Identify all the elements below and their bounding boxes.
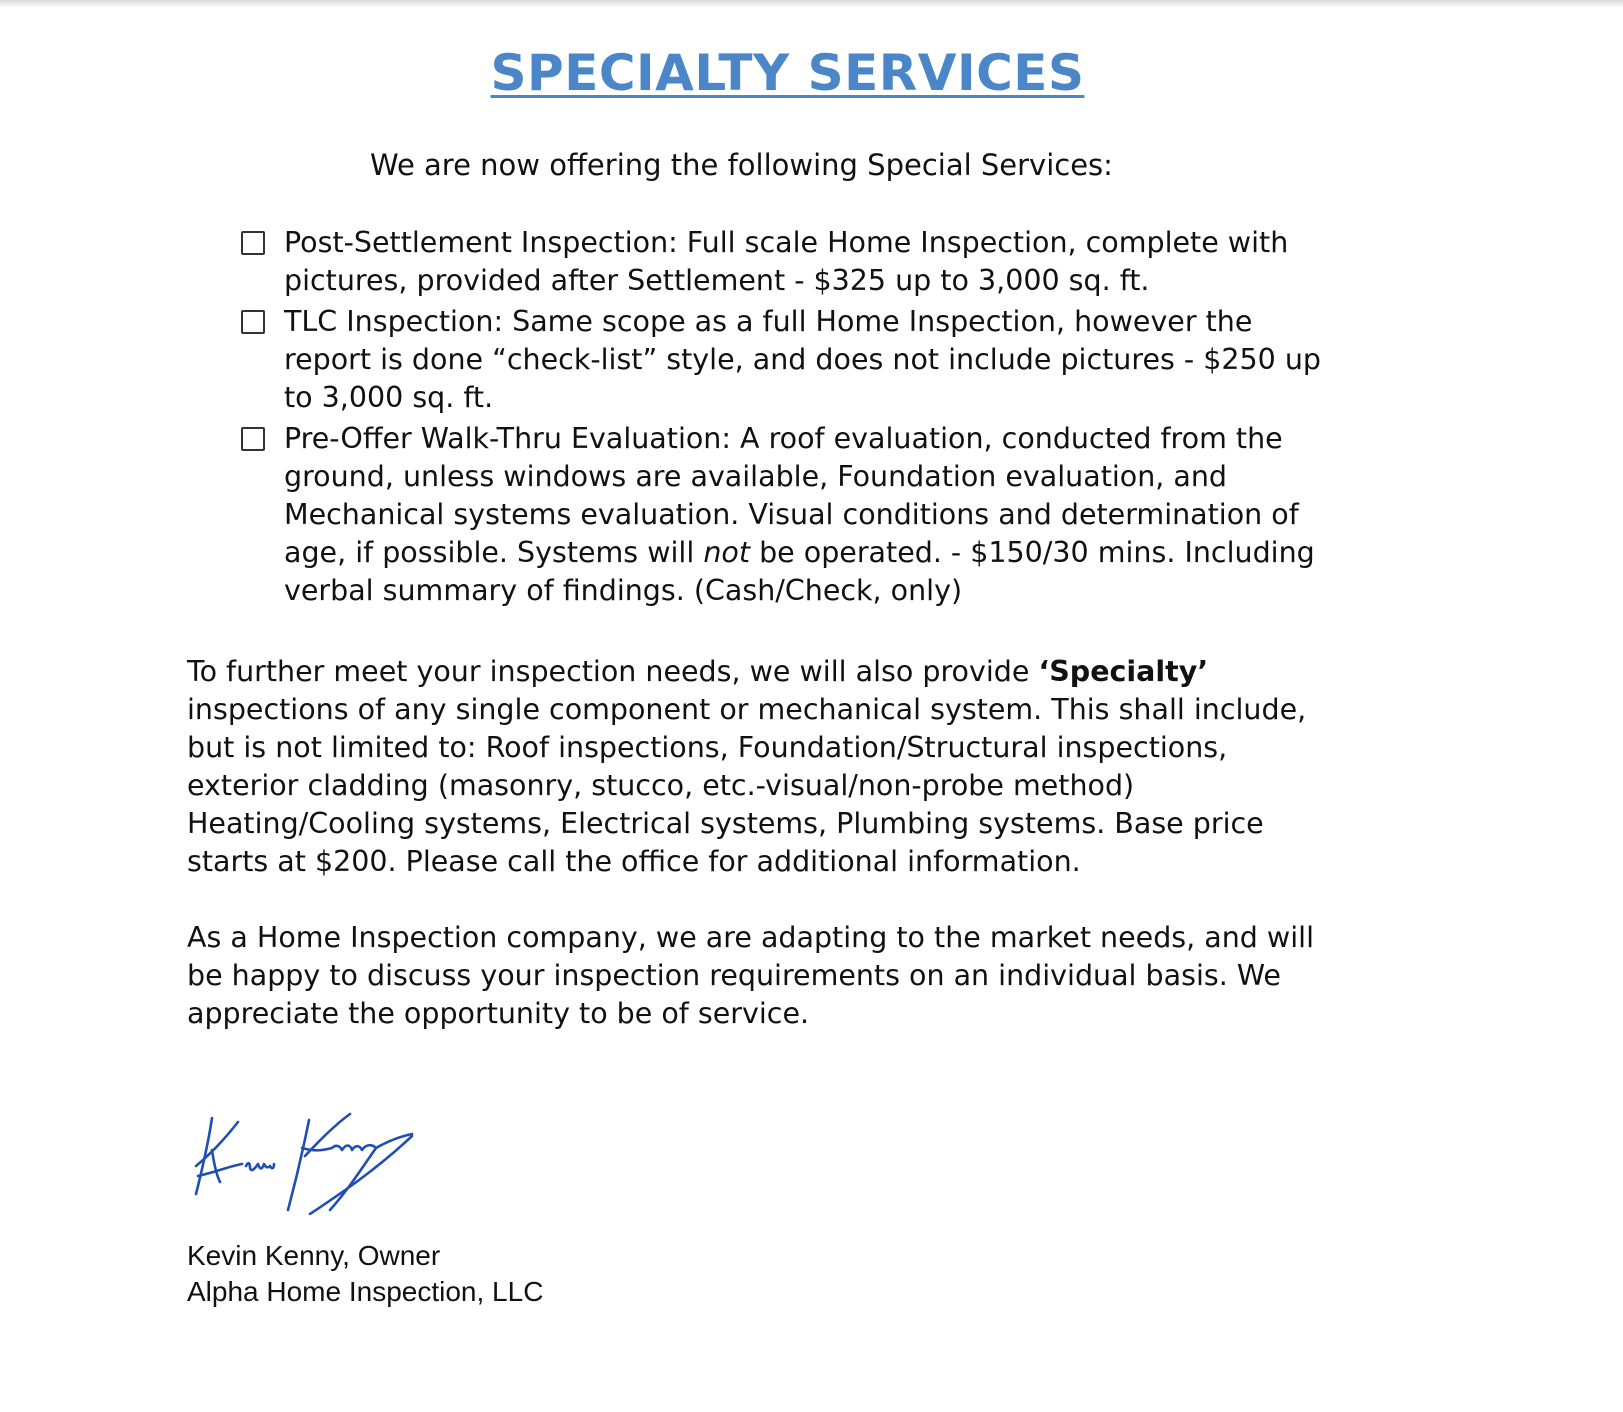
signature-company: Alpha Home Inspection, LLC: [187, 1276, 544, 1307]
service-text-tlc: TLC Inspection: Same scope as a full Home Inspection, however the report is done “check-list” style, and does not include pictures - $250 up to 3,000 sq. ft.: [284, 305, 1321, 414]
service-text-pre-offer-before: Pre-Offer Walk-Thru Evaluation: A roof evaluation, conducted from the ground, unless windows are available, Foundation evaluation, and Mechanical systems evaluation. Visual conditions and determination of age, if possible. Systems will: [284, 422, 1299, 569]
pre-offer-checkbox[interactable]: [241, 427, 265, 451]
post-settlement-checkbox[interactable]: [241, 231, 265, 255]
service-text-post-settlement: Post-Settlement Inspection: Full scale Home Inspection, complete with pictures, provided after Settlement - $325 up to 3,000 sq. ft.: [284, 226, 1289, 297]
closing-paragraph: As a Home Inspection company, we are adapting to the market needs, and will be happy to discuss your inspection requirements on an individual basis. We appreciate the opportunity to be of service.: [187, 921, 1314, 1030]
specialty-paragraph-before: To further meet your inspection needs, we will also provide: [187, 655, 1039, 688]
page-title: SPECIALTY SERVICES: [490, 44, 1085, 102]
specialty-paragraph: [187, 653, 1327, 881]
specialty-paragraph-after: inspections of any single component or mechanical system. This shall include, but is not limited to: Roof inspections, Foundation/Structural inspections, exterior cladding (masonry, stucco, etc.-visual/non-probe method) Heating/Cooling systems, Electrical systems, Plumbing systems. Base price starts at $200. Please call the office for additional information.: [187, 693, 1307, 878]
services-checklist: [238, 224, 1328, 613]
service-text-pre-offer: [284, 422, 1315, 607]
signature-name: Kevin Kenny, Owner: [187, 1240, 441, 1271]
tlc-checkbox[interactable]: [241, 310, 265, 334]
page-top-shadow: [0, 0, 1623, 8]
service-text-pre-offer-after: be operated. - $150/30 mins. Including verbal summary of findings. (Cash/Check, only): [284, 536, 1315, 607]
service-item-post-settlement: [238, 224, 1328, 300]
specialty-paragraph-bold: ‘Specialty’: [1038, 655, 1209, 688]
service-item-tlc: [238, 303, 1328, 417]
service-text-pre-offer-emphasis: not: [703, 536, 751, 569]
intro-text: We are now offering the following Special Services:: [370, 148, 1113, 182]
service-item-pre-offer: [238, 420, 1328, 610]
signature-image: [190, 1110, 440, 1215]
